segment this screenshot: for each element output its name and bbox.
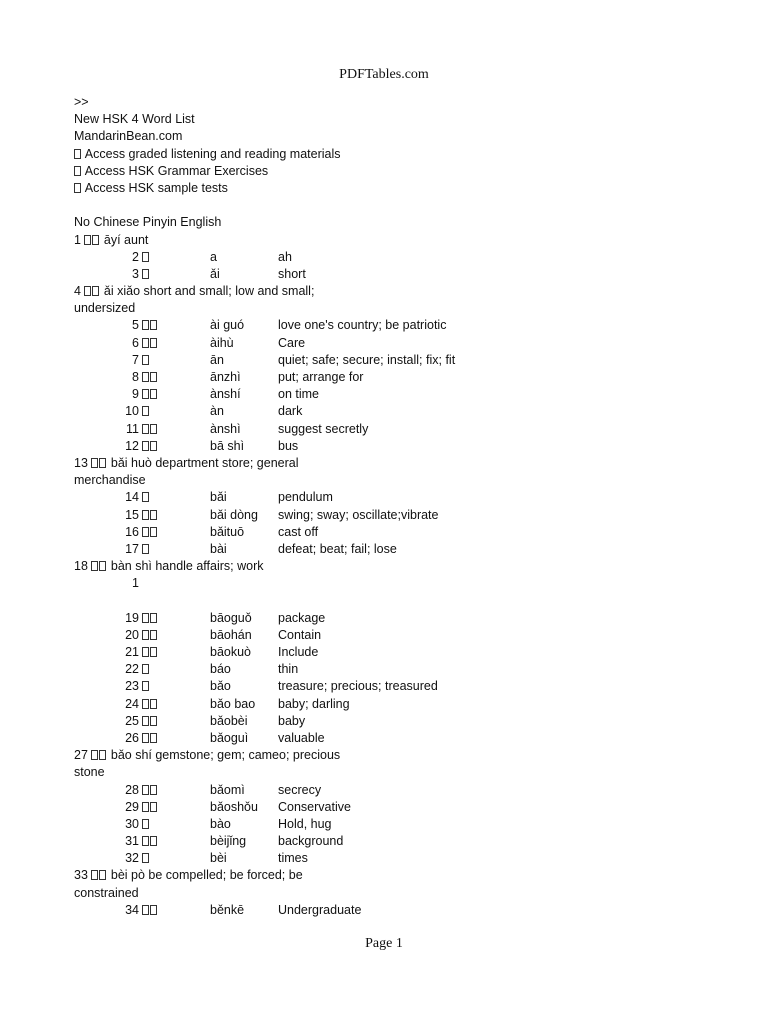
missing-glyph-icon <box>142 372 149 382</box>
missing-glyph-icon <box>150 510 157 520</box>
word-number: 2 <box>132 249 139 264</box>
english-meaning: cast off <box>278 524 319 539</box>
pinyin: bā shì <box>210 438 245 453</box>
english-meaning: pendulum <box>278 490 333 505</box>
word-row <box>74 249 714 266</box>
missing-glyph-icon <box>142 853 149 863</box>
chinese-chars <box>142 610 158 627</box>
missing-glyph-icon <box>150 785 157 795</box>
missing-glyph-icon <box>142 252 149 262</box>
document-title: New HSK 4 Word List <box>74 112 195 127</box>
missing-glyph-icon <box>150 389 157 399</box>
missing-glyph-icon <box>150 733 157 743</box>
source-site: MandarinBean.com <box>74 129 183 144</box>
missing-glyph-icon <box>142 338 149 348</box>
word-number: 12 <box>125 438 139 453</box>
english-meaning: love one's country; be patriotic <box>278 318 447 333</box>
pinyin: bǎo <box>210 679 231 694</box>
missing-glyph-icon <box>142 716 149 726</box>
word-row <box>74 902 714 919</box>
word-number: 8 <box>132 370 139 384</box>
missing-glyph-icon <box>142 664 149 674</box>
word-row <box>74 575 714 592</box>
pinyin: bāokuò <box>210 645 252 659</box>
word-row <box>74 850 714 867</box>
chinese-chars <box>142 627 158 644</box>
missing-glyph-icon <box>91 750 98 760</box>
chinese-chars <box>142 713 158 730</box>
word-number: 9 <box>132 387 139 402</box>
word-row <box>74 799 714 816</box>
english-meaning: baby; darling <box>278 696 350 711</box>
word-row <box>74 678 714 695</box>
chinese-chars <box>142 816 150 833</box>
missing-glyph-icon <box>142 510 149 520</box>
english-meaning: secrecy <box>278 782 322 797</box>
chinese-chars <box>142 850 150 867</box>
pinyin: ānzhì <box>210 370 241 384</box>
pinyin: bāohán <box>210 627 252 642</box>
word-row <box>74 644 714 661</box>
missing-glyph-icon <box>150 716 157 726</box>
word-number: 28 <box>125 782 139 797</box>
word-number: 3 <box>132 266 139 281</box>
chinese-chars <box>142 524 158 541</box>
chinese-chars <box>142 902 158 919</box>
word-number: 10 <box>125 404 139 419</box>
word-row-wrapped: merchandise <box>74 473 146 488</box>
chinese-chars <box>142 541 150 558</box>
chinese-chars <box>142 833 158 850</box>
missing-glyph-icon <box>150 338 157 348</box>
page-footer: Page 1 <box>365 936 403 951</box>
chinese-chars <box>142 678 150 695</box>
word-row-wrapped: 33 bèi pò be compelled; be forced; be <box>74 868 303 883</box>
english-meaning: Hold, hug <box>278 816 332 831</box>
missing-glyph-icon <box>74 183 81 193</box>
english-meaning: Include <box>278 645 319 659</box>
missing-glyph-icon <box>92 235 99 245</box>
missing-glyph-icon <box>99 458 106 468</box>
word-row <box>74 352 714 369</box>
missing-glyph-icon <box>150 320 157 330</box>
missing-glyph-icon <box>91 458 98 468</box>
chinese-chars <box>142 369 158 386</box>
word-number: 31 <box>125 834 139 849</box>
word-row <box>74 403 714 420</box>
word-number: 6 <box>132 335 139 350</box>
pinyin: ǎi <box>210 266 220 281</box>
chinese-chars <box>142 799 158 816</box>
english-meaning: suggest secretly <box>278 421 369 436</box>
english-meaning: quiet; safe; secure; install; fix; fit <box>278 352 456 367</box>
blank-line <box>74 197 714 214</box>
chinese-chars <box>142 507 158 524</box>
word-row <box>74 524 714 541</box>
missing-glyph-icon <box>150 699 157 709</box>
chinese-chars <box>142 696 158 713</box>
column-header: No Chinese Pinyin English <box>74 215 222 230</box>
pinyin: bèi <box>210 851 227 866</box>
missing-glyph-icon <box>74 149 81 159</box>
chinese-chars <box>142 730 158 747</box>
missing-glyph-icon <box>150 647 157 657</box>
word-number: 23 <box>125 679 139 694</box>
english-meaning: valuable <box>278 730 325 745</box>
missing-glyph-icon <box>99 750 106 760</box>
word-row <box>74 386 714 403</box>
missing-glyph-icon <box>91 561 98 571</box>
english-meaning: put; arrange for <box>278 370 364 384</box>
pinyin: bèijǐng <box>210 834 247 849</box>
chinese-chars <box>142 249 150 266</box>
missing-glyph-icon <box>142 905 149 915</box>
english-meaning: on time <box>278 387 319 402</box>
word-number: 29 <box>125 799 139 814</box>
word-row <box>74 713 714 730</box>
english-meaning: swing; sway; oscillate;vibrate <box>278 507 439 522</box>
pinyin: àn <box>210 404 224 419</box>
word-number: 17 <box>125 541 139 556</box>
word-number: 14 <box>125 490 139 505</box>
word-row <box>74 489 714 506</box>
missing-glyph-icon <box>150 441 157 451</box>
word-row <box>74 335 714 352</box>
word-number: 1 <box>132 576 139 591</box>
pinyin: bǎi dòng <box>210 507 258 522</box>
chinese-chars <box>142 661 150 678</box>
missing-glyph-icon <box>99 870 106 880</box>
missing-glyph-icon <box>150 372 157 382</box>
bullet-item-text: Access HSK sample tests <box>84 180 228 195</box>
word-row <box>74 438 714 455</box>
bullet-item-text: Access graded listening and reading materials <box>84 146 341 161</box>
word-row <box>74 507 714 524</box>
word-row <box>74 266 714 283</box>
word-number: 22 <box>125 662 139 677</box>
missing-glyph-icon <box>84 286 91 296</box>
word-number: 19 <box>125 610 139 625</box>
word-row <box>74 696 714 713</box>
missing-glyph-icon <box>150 613 157 623</box>
pinyin: ànshí <box>210 387 241 402</box>
chinese-chars <box>142 317 158 334</box>
pinyin: àihù <box>210 335 234 350</box>
english-meaning: Conservative <box>278 799 351 814</box>
chinese-chars <box>142 335 158 352</box>
chinese-chars <box>142 782 158 799</box>
missing-glyph-icon <box>142 544 149 554</box>
word-row-wrapped: 13 bǎi huò department store; general <box>74 455 299 470</box>
word-row-wrapped: undersized <box>74 301 136 316</box>
word-row <box>74 610 714 627</box>
english-meaning: Care <box>278 335 306 350</box>
page-header: PDFTables.com <box>339 67 429 82</box>
word-number: 5 <box>132 318 139 333</box>
word-number: 16 <box>125 524 139 539</box>
missing-glyph-icon <box>142 613 149 623</box>
english-meaning: short <box>278 266 306 281</box>
pinyin: bǎomì <box>210 782 245 797</box>
word-row <box>74 317 714 334</box>
chinese-chars <box>142 438 158 455</box>
english-meaning: baby <box>278 713 306 728</box>
missing-glyph-icon <box>150 905 157 915</box>
word-number: 21 <box>125 645 139 659</box>
word-rows <box>74 232 714 920</box>
word-row <box>74 627 714 644</box>
pinyin: a <box>210 249 217 264</box>
pinyin: bào <box>210 816 231 831</box>
missing-glyph-icon <box>142 389 149 399</box>
word-number: 7 <box>132 352 139 367</box>
english-meaning: Undergraduate <box>278 902 362 917</box>
missing-glyph-icon <box>142 836 149 846</box>
missing-glyph-icon <box>142 647 149 657</box>
pinyin: bǎituō <box>210 524 245 539</box>
pinyin: báo <box>210 662 231 677</box>
blank-line <box>74 592 714 609</box>
missing-glyph-icon <box>99 561 106 571</box>
pinyin: bǎoshǒu <box>210 799 258 814</box>
chinese-chars <box>142 489 150 506</box>
missing-glyph-icon <box>92 286 99 296</box>
missing-glyph-icon <box>91 870 98 880</box>
missing-glyph-icon <box>142 630 149 640</box>
word-row <box>74 730 714 747</box>
word-number: 11 <box>126 421 139 436</box>
pinyin: ài guó <box>210 318 245 333</box>
word-number: 15 <box>125 507 139 522</box>
missing-glyph-icon <box>142 492 149 502</box>
word-row-wrapped: 27 bǎo shí gemstone; gem; cameo; precious <box>74 748 341 763</box>
missing-glyph-icon <box>150 630 157 640</box>
pinyin: ān <box>210 352 224 367</box>
missing-glyph-icon <box>142 802 149 812</box>
missing-glyph-icon <box>142 424 149 434</box>
missing-glyph-icon <box>150 424 157 434</box>
bullet-item-3 <box>74 180 714 197</box>
pinyin: bài <box>210 541 227 556</box>
chinese-chars <box>142 644 158 661</box>
missing-glyph-icon <box>142 681 149 691</box>
word-number: 32 <box>125 851 139 866</box>
chinese-chars <box>142 403 150 420</box>
word-row <box>74 833 714 850</box>
pinyin: bǎobèi <box>210 713 248 728</box>
missing-glyph-icon <box>142 269 149 279</box>
pinyin: bāoguǒ <box>210 610 252 625</box>
word-row <box>74 541 714 558</box>
bullet-item-1 <box>74 146 714 163</box>
word-row-wrapped: 18 bàn shì handle affairs; work <box>74 559 264 574</box>
chinese-chars <box>142 421 158 438</box>
pinyin: ànshì <box>210 421 241 436</box>
missing-glyph-icon <box>142 819 149 829</box>
missing-glyph-icon <box>84 235 91 245</box>
english-meaning: treasure; precious; treasured <box>278 679 438 694</box>
word-row-wrapped: constrained <box>74 885 139 900</box>
word-row-wrapped: 4 ǎi xiǎo short and small; low and small; <box>74 284 315 299</box>
missing-glyph-icon <box>142 785 149 795</box>
word-row-wrapped: 1 āyí aunt <box>74 232 149 247</box>
word-number: 20 <box>125 627 139 642</box>
missing-glyph-icon <box>142 441 149 451</box>
missing-glyph-icon <box>142 733 149 743</box>
missing-glyph-icon <box>142 699 149 709</box>
word-row <box>74 816 714 833</box>
missing-glyph-icon <box>150 836 157 846</box>
missing-glyph-icon <box>142 406 149 416</box>
missing-glyph-icon <box>142 320 149 330</box>
word-number: 34 <box>125 902 139 917</box>
english-meaning: defeat; beat; fail; lose <box>278 541 397 556</box>
chinese-chars <box>142 352 150 369</box>
word-number: 30 <box>125 816 139 831</box>
intro-line: >> <box>74 95 89 109</box>
pinyin: běnkē <box>210 902 245 917</box>
bullet-item-text: Access HSK Grammar Exercises <box>84 163 269 178</box>
word-number: 24 <box>125 696 139 711</box>
missing-glyph-icon <box>142 527 149 537</box>
english-meaning: package <box>278 610 326 625</box>
word-row-wrapped: stone <box>74 765 105 780</box>
word-list-content <box>74 94 714 919</box>
english-meaning: dark <box>278 404 303 419</box>
missing-glyph-icon <box>150 527 157 537</box>
english-meaning: background <box>278 834 344 849</box>
missing-glyph-icon <box>74 166 81 176</box>
word-row <box>74 421 714 438</box>
word-number: 26 <box>125 730 139 745</box>
english-meaning: thin <box>278 662 299 677</box>
pinyin: bǎoguì <box>210 730 249 745</box>
chinese-chars <box>142 266 150 283</box>
english-meaning: times <box>278 851 308 866</box>
missing-glyph-icon <box>150 802 157 812</box>
word-number: 25 <box>125 713 139 728</box>
bullet-item-2 <box>74 163 714 180</box>
word-row <box>74 661 714 678</box>
word-row <box>74 369 714 386</box>
pinyin: bǎi <box>210 490 227 505</box>
pinyin: bǎo bao <box>210 696 256 711</box>
english-meaning: ah <box>278 249 292 264</box>
word-row <box>74 782 714 799</box>
english-meaning: Contain <box>278 627 322 642</box>
missing-glyph-icon <box>142 355 149 365</box>
chinese-chars <box>142 386 158 403</box>
english-meaning: bus <box>278 438 299 453</box>
